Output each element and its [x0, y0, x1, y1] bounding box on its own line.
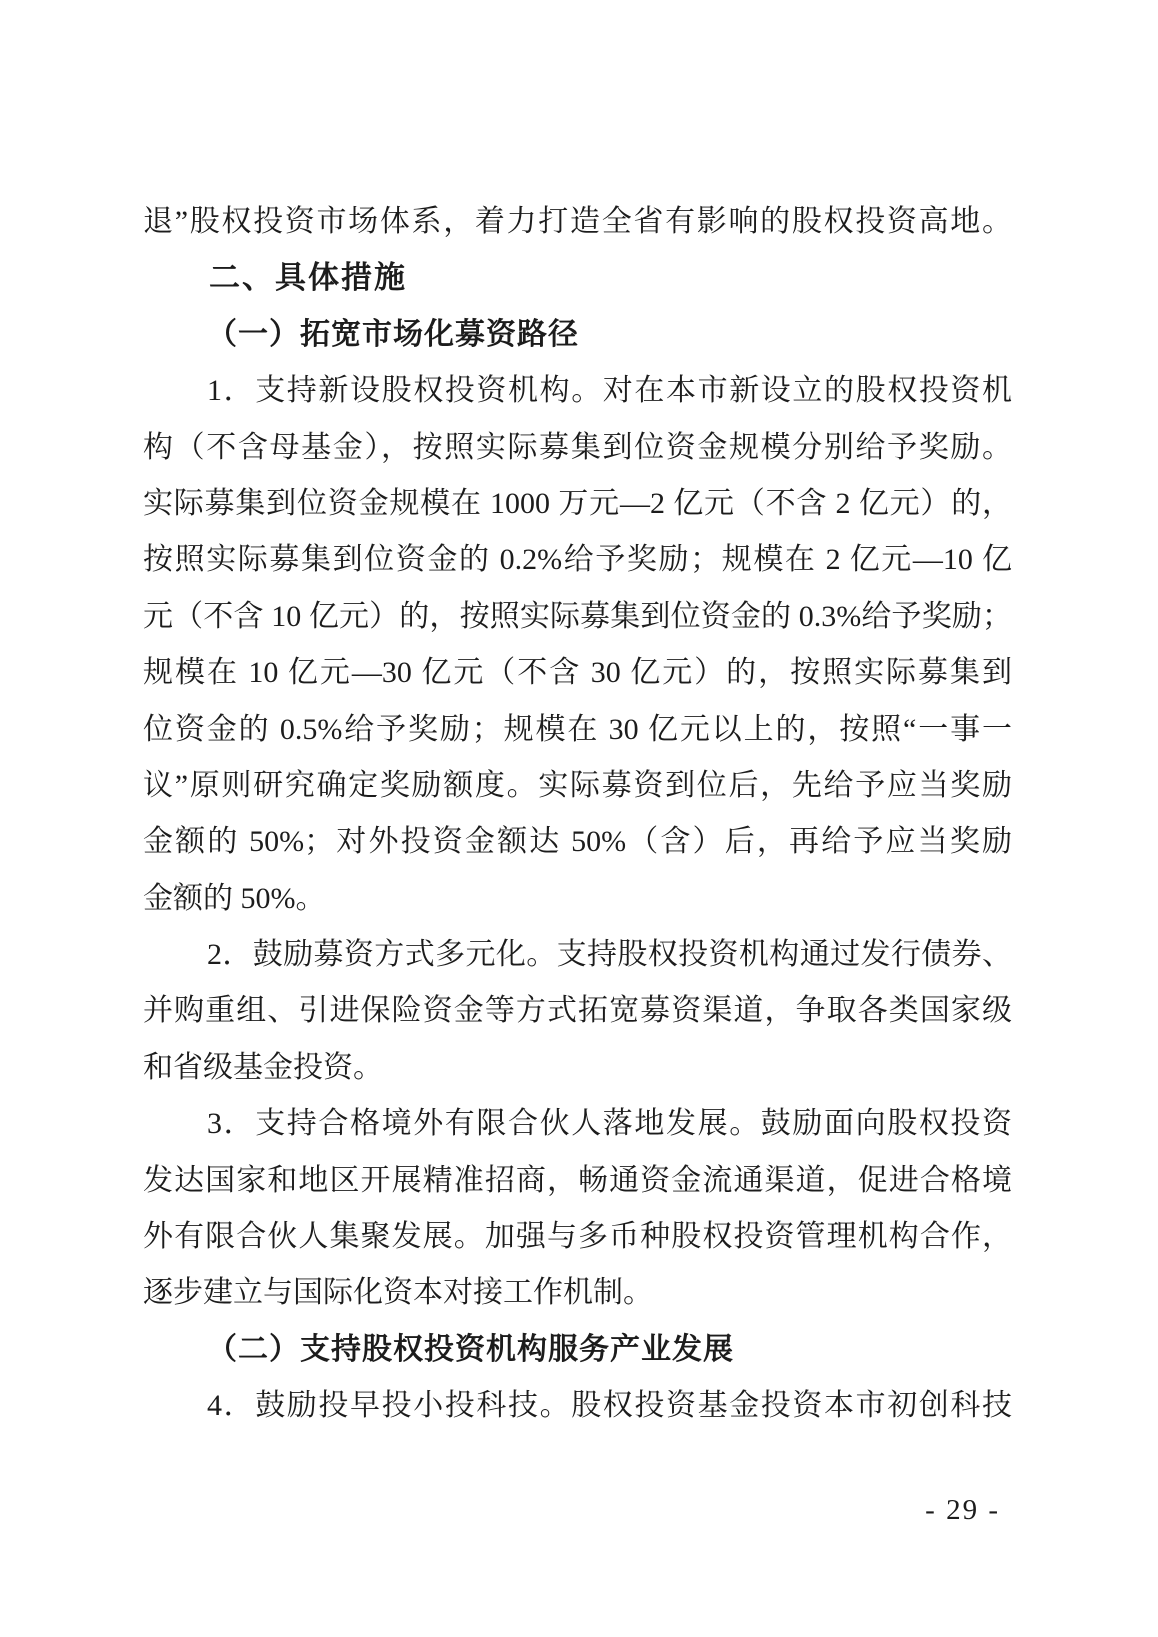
paragraph-line: 构（不含母基金），按照实际募集到位资金规模分别给予奖励。 — [143, 430, 1012, 464]
paragraph-line: 3．支持合格境外有限合伙人落地发展。鼓励面向股权投资 — [207, 1107, 1012, 1141]
paragraph-line: 规模在 10 亿元—30 亿元（不含 30 亿元）的，按照实际募集到 — [143, 656, 1012, 690]
paragraph-line: 外有限合伙人集聚发展。加强与多币种股权投资管理机构合作， — [143, 1220, 1012, 1254]
document-body — [143, 194, 1012, 1435]
paragraph-line: 1．支持新设股权投资机构。对在本市新设立的股权投资机 — [207, 374, 1012, 408]
paragraph-line: 和省级基金投资。 — [143, 1050, 383, 1084]
paragraph-line: 金额的 50%。 — [143, 881, 326, 915]
paragraph-line: 议”原则研究确定奖励额度。实际募资到位后，先给予应当奖励 — [143, 768, 1012, 802]
subsection-heading-2: （二）支持股权投资机构服务产业发展 — [207, 1332, 734, 1366]
paragraph-line: 发达国家和地区开展精准招商，畅通资金流通渠道，促进合格境 — [143, 1163, 1012, 1197]
paragraph-line: 4．鼓励投早投小投科技。股权投资基金投资本市初创科技 — [207, 1389, 1012, 1423]
subsection-heading-1: （一）拓宽市场化募资路径 — [207, 317, 579, 351]
section-heading: 二、具体措施 — [209, 260, 407, 296]
paragraph-line: 金额的 50%；对外投资金额达 50%（含）后，再给予应当奖励 — [143, 825, 1012, 859]
paragraph-line: 并购重组、引进保险资金等方式拓宽募资渠道，争取各类国家级 — [143, 994, 1012, 1028]
page-number: - 29 - — [925, 1494, 1000, 1526]
paragraph-line: 逐步建立与国际化资本对接工作机制。 — [143, 1276, 653, 1310]
paragraph-line: 元（不含 10 亿元）的，按照实际募集到位资金的 0.3%给予奖励； — [143, 599, 1012, 633]
paragraph-line: 实际募集到位资金规模在 1000 万元—2 亿元（不含 2 亿元）的， — [143, 486, 1012, 520]
paragraph-line: 按照实际募集到位资金的 0.2%给予奖励；规模在 2 亿元—10 亿 — [143, 543, 1012, 577]
paragraph-line: 2．鼓励募资方式多元化。支持股权投资机构通过发行债券、 — [207, 938, 1012, 972]
paragraph-line: 位资金的 0.5%给予奖励；规模在 30 亿元以上的，按照“一事一 — [143, 712, 1012, 746]
paragraph-line: 退”股权投资市场体系，着力打造全省有影响的股权投资高地。 — [143, 205, 1012, 238]
